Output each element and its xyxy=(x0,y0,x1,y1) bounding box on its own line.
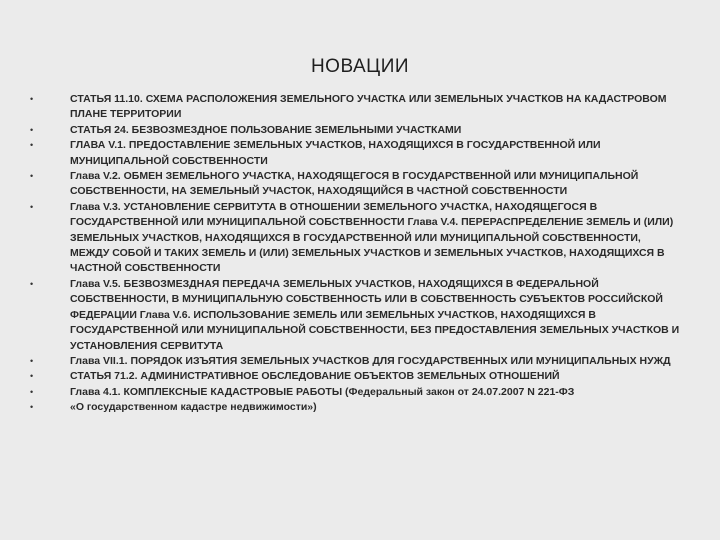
bullet-list xyxy=(30,92,680,416)
bullet-item-6 xyxy=(30,277,680,354)
bullet-item-10 xyxy=(30,400,680,415)
bullet-text: Глава V.5. БЕЗВОЗМЕЗДНАЯ ПЕРЕДАЧА ЗЕМЕЛЬНЫХ УЧАСТКОВ, НАХОДЯЩИХСЯ В ФЕДЕРАЛЬНОЙ СОБСТВЕННОСТИ, В МУНИЦИПАЛЬНУЮ СОБСТВЕННОСТЬ ИЛИ В СОБСТВЕННОСТЬ СУБЪЕКТОВ РОССИЙСКОЙ ФЕДЕРАЦИИ Глава V.6. ИСПОЛЬЗОВАНИЕ ЗЕМЕЛЬ ИЛИ ЗЕМЕЛЬНЫХ УЧАСТКОВ, НАХОДЯЩИХСЯ В ГОСУДАРСТВЕННОЙ ИЛИ МУНИЦИПАЛЬНОЙ СОБСТВЕННОСТИ, БЕЗ ПРЕДОСТАВЛЕНИЯ ЗЕМЕЛЬНЫХ УЧАСТКОВ И УСТАНОВЛЕНИЯ СЕРВИТУТА xyxy=(70,277,680,352)
bullet-dot-icon: • xyxy=(30,94,34,104)
bullet-item-3 xyxy=(30,138,680,169)
bullet-text: «О государственном кадастре недвижимости») xyxy=(70,401,317,414)
bullet-dot-icon: • xyxy=(30,171,34,182)
slide-title: НОВАЦИИ xyxy=(310,56,410,77)
bullet-item-1 xyxy=(30,92,680,123)
bullet-text: СТАТЬЯ 24. БЕЗВОЗМЕЗДНОЕ ПОЛЬЗОВАНИЕ ЗЕМЕЛЬНЫМИ УЧАСТКАМИ xyxy=(70,123,462,136)
bullet-item-4 xyxy=(30,169,680,200)
bullet-dot-icon: • xyxy=(30,386,34,397)
bullet-text: Глава VII.1. ПОРЯДОК ИЗЪЯТИЯ ЗЕМЕЛЬНЫХ УЧАСТКОВ ДЛЯ ГОСУДАРСТВЕННЫХ ИЛИ МУНИЦИПАЛЬНЫХ НУЖД xyxy=(70,354,671,367)
bullet-dot-icon: • xyxy=(30,355,34,366)
bullet-dot-icon: • xyxy=(30,278,34,289)
bullet-text: ГЛАВА V.1. ПРЕДОСТАВЛЕНИЕ ЗЕМЕЛЬНЫХ УЧАСТКОВ, НАХОДЯЩИХСЯ В ГОСУДАРСТВЕННОЙ ИЛИ МУНИЦИПАЛЬНОЙ СОБСТВЕННОСТИ xyxy=(70,139,601,167)
bullet-text: СТАТЬЯ 11.10. СХЕМА РАСПОЛОЖЕНИЯ ЗЕМЕЛЬНОГО УЧАСТКА ИЛИ ЗЕМЕЛЬНЫХ УЧАСТКОВ НА КАДАСТРОВОМ ПЛАНЕ ТЕРРИТОРИИ xyxy=(70,93,667,121)
bullet-dot-icon: • xyxy=(30,201,34,212)
bullet-text: Глава 4.1. КОМПЛЕКСНЫЕ КАДАСТРОВЫЕ РАБОТЫ (Федеральный закон от 24.07.2007 N 221-ФЗ xyxy=(70,385,575,398)
bullet-dot-icon: • xyxy=(30,402,34,413)
bullet-item-8 xyxy=(30,369,680,384)
bullet-dot-icon: • xyxy=(30,140,34,151)
bullet-item-9 xyxy=(30,385,680,400)
bullet-text: СТАТЬЯ 71.2. АДМИНИСТРАТИВНОЕ ОБСЛЕДОВАНИЕ ОБЪЕКТОВ ЗЕМЕЛЬНЫХ ОТНОШЕНИЙ xyxy=(70,370,560,383)
bullet-text: Глава V.3. УСТАНОВЛЕНИЕ СЕРВИТУТА В ОТНОШЕНИИ ЗЕМЕЛЬНОГО УЧАСТКА, НАХОДЯЩЕГОСЯ В ГОСУДАРСТВЕННОЙ ИЛИ МУНИЦИПАЛЬНОЙ СОБСТВЕННОСТИ Глава V.4. ПЕРЕРАСПРЕДЕЛЕНИЕ ЗЕМЕЛЬ И (ИЛИ) ЗЕМЕЛЬНЫХ УЧАСТКОВ, НАХОДЯЩИХСЯ В ГОСУДАРСТВЕННОЙ ИЛИ МУНИЦИПАЛЬНОЙ СОБСТВЕННОСТИ, МЕЖДУ СОБОЙ И ТАКИХ ЗЕМЕЛЬ И (ИЛИ) ЗЕМЕЛЬНЫХ УЧАСТКОВ И ЗЕМЕЛЬНЫХ УЧАСТКОВ, НАХОДЯЩИХСЯ В ЧАСТНОЙ СОБСТВЕННОСТИ xyxy=(70,200,674,275)
bullet-item-5 xyxy=(30,200,680,277)
bullet-text: Глава V.2. ОБМЕН ЗЕМЕЛЬНОГО УЧАСТКА, НАХОДЯЩЕГОСЯ В ГОСУДАРСТВЕННОЙ ИЛИ МУНИЦИПАЛЬНОЙ СОБСТВЕННОСТИ, НА ЗЕМЕЛЬНЫЙ УЧАСТОК, НАХОДЯЩИЙСЯ В ЧАСТНОЙ СОБСТВЕННОСТИ xyxy=(70,170,639,198)
bullet-item-7 xyxy=(30,354,680,369)
bullet-item-2 xyxy=(30,123,680,138)
bullet-dot-icon: • xyxy=(30,371,34,382)
bullet-dot-icon: • xyxy=(30,124,34,135)
